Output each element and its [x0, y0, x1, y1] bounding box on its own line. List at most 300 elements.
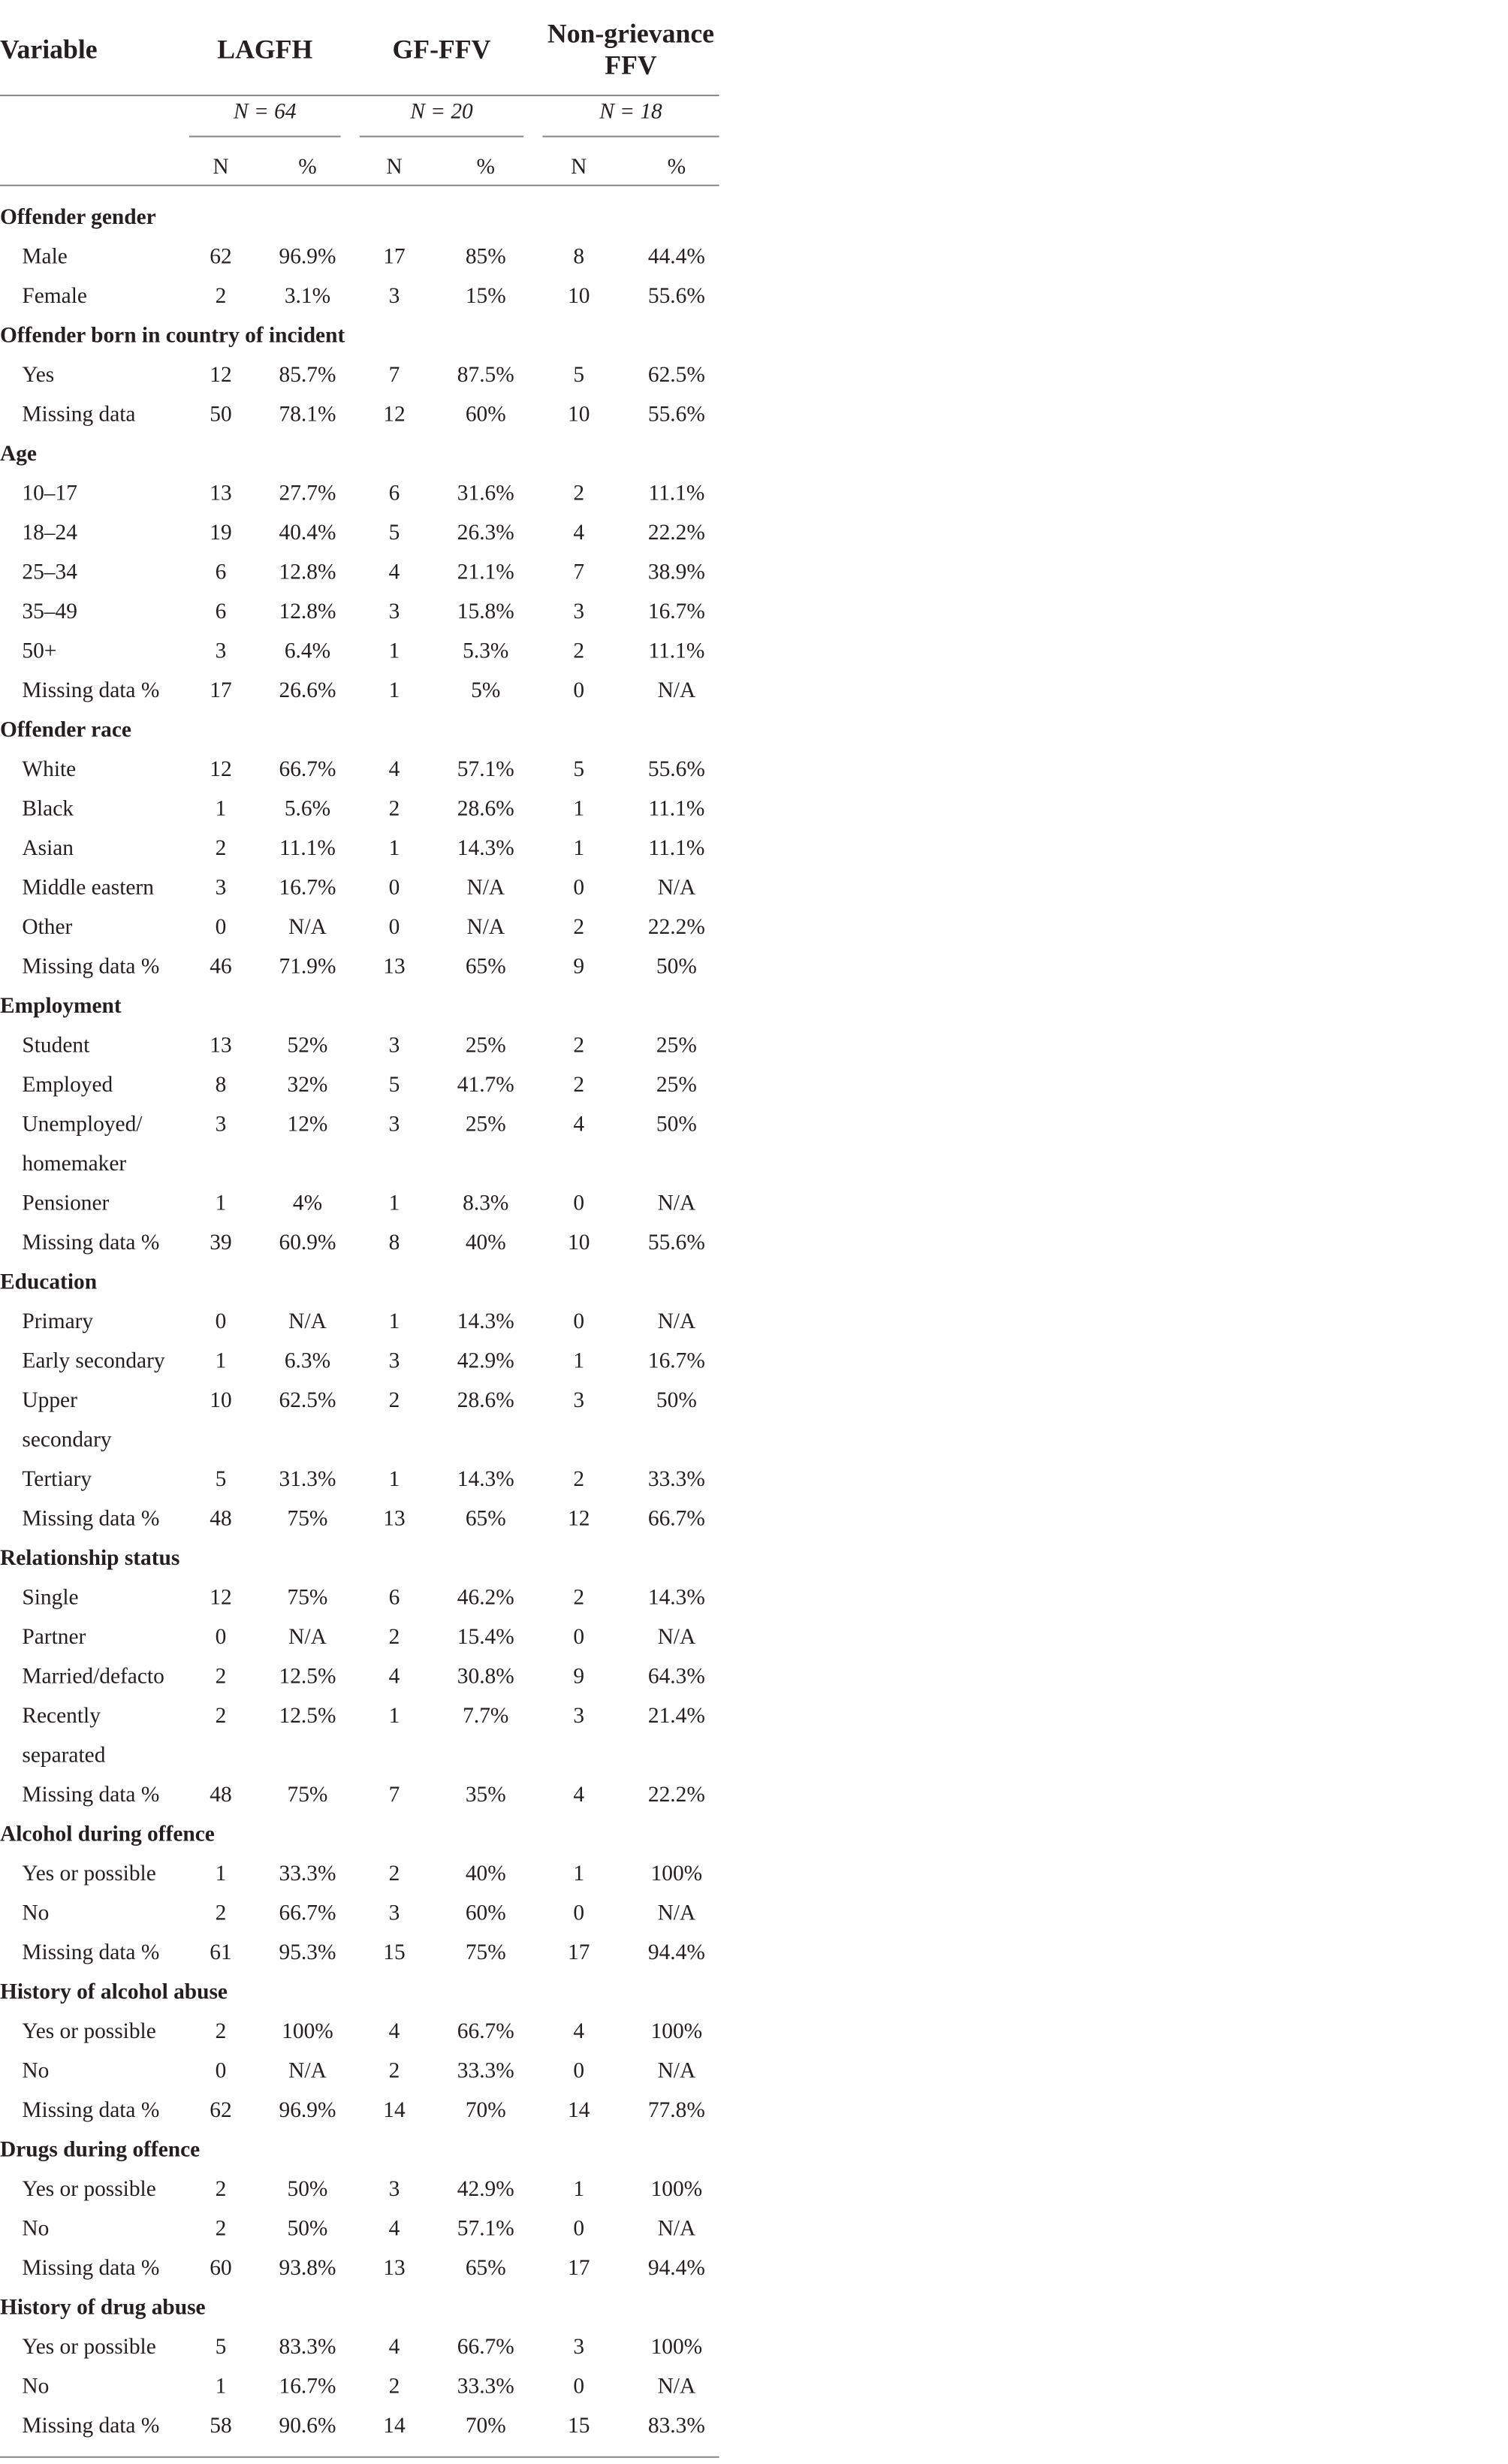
table-row	[0, 1777, 1508, 1816]
count-cell: 60	[210, 2257, 232, 2281]
percent-cell: 14.3%	[457, 838, 514, 862]
count-cell: 8	[573, 246, 585, 270]
percent-cell: 16.7%	[647, 601, 705, 625]
n-lagfh: N = 64	[233, 101, 297, 125]
percent-cell: 96.9%	[279, 246, 336, 270]
section-heading	[0, 199, 1508, 239]
count-cell: 2	[388, 1863, 400, 1887]
row-label: Yes or possible	[22, 1863, 156, 1887]
percent-cell: 96.9%	[279, 2100, 336, 2124]
percent-cell: 70%	[465, 2100, 506, 2124]
count-cell: 3	[388, 1113, 400, 1138]
count-cell: 4	[388, 759, 400, 783]
count-cell: 1	[215, 1192, 227, 1217]
table-row	[0, 1303, 1508, 1343]
table-row	[0, 2210, 1508, 2250]
percent-cell: 70%	[465, 2415, 506, 2439]
count-cell: 0	[573, 1902, 585, 1927]
percent-cell: 11.1%	[648, 482, 705, 507]
count-cell: 5	[573, 364, 585, 388]
percent-cell: 38.9%	[647, 561, 705, 586]
percent-cell: 12.5%	[279, 1665, 336, 1690]
count-cell: 2	[388, 1390, 400, 1414]
percent-cell: 100%	[282, 2021, 333, 2045]
count-cell: 3	[388, 1034, 400, 1059]
percent-cell: 55.6%	[647, 285, 705, 310]
percent-cell: 65%	[465, 2257, 506, 2281]
count-cell: 3	[388, 1350, 400, 1375]
count-cell: 15	[567, 2415, 590, 2439]
table-row	[0, 238, 1508, 278]
count-cell: 1	[388, 1705, 400, 1729]
percent-cell: 66.7%	[279, 1902, 336, 1927]
percent-cell: 16.7%	[279, 2375, 336, 2400]
percent-cell: 28.6%	[457, 798, 514, 823]
count-cell: 13	[210, 482, 232, 507]
percent-cell: N/A	[657, 1311, 696, 1335]
percent-cell: 15.8%	[457, 601, 514, 625]
percent-cell: 14.3%	[457, 1469, 514, 1493]
row-label: Missing data %	[22, 680, 160, 704]
percent-cell: 95.3%	[279, 1942, 336, 1966]
sub-n-gf-ffv: N	[386, 156, 403, 180]
count-cell: 2	[573, 1074, 585, 1098]
percent-cell: 46.2%	[457, 1587, 514, 1611]
percent-cell: 25%	[656, 1074, 697, 1098]
percent-cell: 42.9%	[457, 1350, 514, 1375]
percent-cell: 14.3%	[457, 1311, 514, 1335]
header-non-grievance-ffv: Non-grievance FFV	[547, 19, 715, 81]
count-cell: 6	[388, 482, 400, 507]
table-row	[0, 1185, 1508, 1224]
percent-cell: 64.3%	[647, 1665, 705, 1690]
percent-cell: 33.3%	[647, 1469, 705, 1493]
percent-cell: 55.6%	[647, 403, 705, 428]
count-cell: 12	[210, 1587, 232, 1611]
percent-cell: 60%	[465, 1902, 506, 1927]
count-cell: 5	[215, 2336, 227, 2360]
row-label: Missing data %	[22, 1942, 160, 1966]
count-cell: 9	[573, 956, 585, 980]
row-label: Upper	[22, 1390, 77, 1414]
count-cell: 10	[567, 403, 590, 428]
count-cell: 12	[210, 759, 232, 783]
count-cell: 3	[215, 877, 227, 901]
percent-cell: 40%	[465, 1232, 506, 1256]
sub-n-non-grievance: N	[571, 156, 587, 180]
count-cell: 17	[567, 2257, 590, 2281]
percent-cell: N/A	[657, 1192, 696, 1217]
count-cell: 0	[215, 1311, 227, 1335]
row-label: Student	[22, 1034, 90, 1059]
percent-cell: 22.2%	[647, 916, 705, 941]
row-label: Yes or possible	[22, 2021, 156, 2045]
percent-cell: 90.6%	[279, 2415, 336, 2439]
percent-cell: 12.8%	[279, 561, 336, 586]
percent-cell: 35%	[465, 1784, 506, 1808]
row-label: Missing data %	[22, 2257, 160, 2281]
count-cell: 4	[573, 1784, 585, 1808]
percent-cell: 66.7%	[647, 1508, 705, 1532]
count-cell: 13	[383, 1508, 406, 1532]
row-label: Yes	[22, 364, 55, 388]
percent-cell: 5%	[471, 680, 501, 704]
row-label: Single	[22, 1587, 79, 1611]
row-label: No	[22, 2375, 50, 2400]
table-row	[0, 1146, 1508, 1185]
percent-cell: 25%	[656, 1034, 697, 1059]
table-row	[0, 357, 1508, 397]
row-label: Female	[22, 285, 87, 310]
percent-cell: 21.4%	[647, 1705, 705, 1729]
section-title: Age	[0, 443, 37, 467]
count-cell: 1	[573, 798, 585, 823]
count-cell: 48	[210, 1508, 232, 1532]
count-cell: 4	[388, 2218, 400, 2242]
percent-cell: 5.6%	[284, 798, 331, 823]
table-row	[0, 593, 1508, 633]
table-body	[0, 186, 1508, 2447]
row-label: Missing data %	[22, 2100, 160, 2124]
percent-cell: 52%	[287, 1034, 328, 1059]
table-row	[0, 909, 1508, 949]
percent-cell: 15.4%	[457, 1626, 514, 1650]
row-label: Male	[22, 246, 68, 270]
percent-cell: 30.8%	[457, 1665, 514, 1690]
count-cell: 17	[567, 1942, 590, 1966]
count-cell: 0	[573, 1192, 585, 1217]
table-row	[0, 2250, 1508, 2290]
count-cell: 3	[215, 640, 227, 665]
count-cell: 0	[573, 877, 585, 901]
table-row	[0, 1737, 1508, 1777]
count-cell: 2	[215, 1705, 227, 1729]
percent-cell: 14.3%	[647, 1587, 705, 1611]
percent-cell: 66.7%	[457, 2021, 514, 2045]
row-label: Partner	[22, 1626, 86, 1650]
group-rule-gf-ffv	[360, 136, 523, 137]
header-lagfh: LAGFH	[217, 35, 313, 65]
count-cell: 2	[215, 1665, 227, 1690]
percent-cell: N/A	[288, 1311, 327, 1335]
percent-cell: 12%	[287, 1113, 328, 1138]
count-cell: 6	[215, 561, 227, 586]
row-label: 25–34	[22, 561, 77, 586]
percent-cell: N/A	[657, 1902, 696, 1927]
count-cell: 0	[215, 2060, 227, 2085]
row-label: Missing data %	[22, 1232, 160, 1256]
count-cell: 2	[388, 2060, 400, 2085]
percent-cell: 42.9%	[457, 2179, 514, 2203]
percent-cell: N/A	[657, 1626, 696, 1650]
table-row	[0, 1421, 1508, 1461]
table-row	[0, 396, 1508, 436]
count-cell: 4	[388, 561, 400, 586]
percent-cell: 5.3%	[463, 640, 509, 665]
table-row	[0, 1856, 1508, 1895]
count-cell: 4	[573, 1113, 585, 1138]
count-cell: 0	[573, 1311, 585, 1335]
percent-cell: 50%	[287, 2179, 328, 2203]
table-row	[0, 1619, 1508, 1659]
count-cell: 1	[388, 838, 400, 862]
section-title: History of alcohol abuse	[0, 1981, 228, 2006]
percent-cell: 15%	[465, 285, 506, 310]
section-title: Offender gender	[0, 207, 156, 231]
row-label: Tertiary	[22, 1469, 92, 1493]
percent-cell: 6.4%	[284, 640, 331, 665]
table-row	[0, 278, 1508, 318]
row-label: Recently	[22, 1705, 101, 1729]
percent-cell: N/A	[288, 916, 327, 941]
row-label: White	[22, 759, 77, 783]
percent-cell: 11.1%	[648, 798, 705, 823]
table-row	[0, 1579, 1508, 1619]
percent-cell: 7.7%	[463, 1705, 509, 1729]
count-cell: 2	[215, 285, 227, 310]
row-label: 18–24	[22, 522, 77, 546]
percent-cell: 66.7%	[457, 2336, 514, 2360]
row-label: homemaker	[22, 1153, 127, 1177]
n-non-grievance-ffv: N = 18	[599, 101, 662, 125]
percent-cell: 26.3%	[457, 522, 514, 546]
row-label: Employed	[22, 1074, 113, 1098]
percent-cell: N/A	[657, 2375, 696, 2400]
percent-cell: 25%	[465, 1113, 506, 1138]
count-cell: 4	[573, 2021, 585, 2045]
sub-n-lagfh: N	[213, 156, 229, 180]
percent-cell: 26.6%	[279, 680, 336, 704]
count-cell: 0	[573, 680, 585, 704]
table-row	[0, 1461, 1508, 1501]
count-cell: 5	[573, 759, 585, 783]
percent-cell: 75%	[287, 1784, 328, 1808]
count-cell: 14	[383, 2415, 406, 2439]
n-gf-ffv: N = 20	[410, 101, 473, 125]
table-row	[0, 633, 1508, 672]
count-cell: 8	[388, 1232, 400, 1256]
count-cell: 3	[388, 285, 400, 310]
table-header	[0, 0, 1508, 186]
count-cell: 2	[215, 2218, 227, 2242]
table-row	[0, 2092, 1508, 2132]
count-cell: 2	[388, 2375, 400, 2400]
percent-cell: 16.7%	[647, 1350, 705, 1375]
count-cell: 4	[388, 1665, 400, 1690]
row-label: Primary	[22, 1311, 94, 1335]
count-cell: 12	[210, 364, 232, 388]
percent-cell: 27.7%	[279, 482, 336, 507]
percent-cell: 87.5%	[457, 364, 514, 388]
header-variable: Variable	[0, 35, 98, 65]
percent-cell: 11.1%	[648, 640, 705, 665]
count-cell: 39	[210, 1232, 232, 1256]
row-label: Yes or possible	[22, 2179, 156, 2203]
percent-cell: 60.9%	[279, 1232, 336, 1256]
percent-cell: 57.1%	[457, 759, 514, 783]
section-title: Employment	[0, 995, 122, 1019]
section-heading	[0, 988, 1508, 1028]
count-cell: 2	[573, 916, 585, 941]
percent-cell: N/A	[466, 916, 505, 941]
percent-cell: 78.1%	[279, 403, 336, 428]
row-label: 10–17	[22, 482, 77, 507]
percent-cell: 66.7%	[279, 759, 336, 783]
table-row	[0, 790, 1508, 830]
percent-cell: 85%	[465, 246, 506, 270]
count-cell: 13	[210, 1034, 232, 1059]
percent-cell: N/A	[288, 1626, 327, 1650]
percent-cell: 31.3%	[279, 1469, 336, 1493]
count-cell: 0	[388, 877, 400, 901]
percent-cell: 33.3%	[457, 2375, 514, 2400]
percent-cell: 40%	[465, 1863, 506, 1887]
row-label: Pensioner	[22, 1192, 110, 1217]
percent-cell: 4%	[292, 1192, 323, 1217]
count-cell: 2	[573, 640, 585, 665]
count-cell: 1	[573, 838, 585, 862]
count-cell: 1	[573, 2179, 585, 2203]
table-row	[0, 1895, 1508, 1934]
row-label: Asian	[22, 838, 74, 862]
header-gf-ffv: GF-FFV	[392, 35, 491, 65]
count-cell: 48	[210, 1784, 232, 1808]
table-row	[0, 515, 1508, 554]
table-row	[0, 2052, 1508, 2092]
count-cell: 0	[573, 1626, 585, 1650]
count-cell: 1	[388, 1469, 400, 1493]
table-row	[0, 1067, 1508, 1107]
count-cell: 3	[573, 1705, 585, 1729]
percent-cell: 33.3%	[279, 1863, 336, 1887]
table-row	[0, 672, 1508, 712]
count-cell: 6	[215, 601, 227, 625]
sub-pct-lagfh: %	[298, 156, 317, 180]
count-cell: 1	[215, 798, 227, 823]
count-cell: 2	[388, 798, 400, 823]
count-cell: 2	[573, 1034, 585, 1059]
count-cell: 2	[573, 482, 585, 507]
table-row	[0, 2013, 1508, 2053]
count-cell: 5	[388, 1074, 400, 1098]
row-label: Other	[22, 916, 73, 941]
count-cell: 0	[388, 916, 400, 941]
count-cell: 10	[210, 1390, 232, 1414]
percent-cell: 50%	[656, 956, 697, 980]
percent-cell: 33.3%	[457, 2060, 514, 2085]
section-heading	[0, 2289, 1508, 2329]
table-bottom-rule	[0, 2456, 719, 2458]
percent-cell: 41.7%	[457, 1074, 514, 1098]
count-cell: 3	[388, 2179, 400, 2203]
table-row	[0, 869, 1508, 909]
row-label: Early secondary	[22, 1350, 165, 1375]
count-cell: 14	[383, 2100, 406, 2124]
percent-cell: 62.5%	[279, 1390, 336, 1414]
count-cell: 12	[567, 1508, 590, 1532]
percent-cell: 44.4%	[647, 246, 705, 270]
percent-cell: 100%	[650, 2021, 703, 2045]
percent-cell: 62.5%	[647, 364, 705, 388]
percent-cell: 22.2%	[647, 1784, 705, 1808]
count-cell: 15	[383, 1942, 406, 1966]
percent-cell: 83.3%	[279, 2336, 336, 2360]
count-cell: 2	[215, 2179, 227, 2203]
count-cell: 10	[567, 1232, 590, 1256]
count-cell: 3	[388, 601, 400, 625]
section-title: Education	[0, 1271, 98, 1296]
count-cell: 8	[215, 1074, 227, 1098]
percent-cell: N/A	[657, 2218, 696, 2242]
row-label: No	[22, 2060, 50, 2085]
count-cell: 1	[573, 1863, 585, 1887]
count-cell: 4	[388, 2336, 400, 2360]
percent-cell: 60%	[465, 403, 506, 428]
count-cell: 12	[383, 403, 406, 428]
percent-cell: 71.9%	[279, 956, 336, 980]
table-row	[0, 1342, 1508, 1382]
count-cell: 0	[573, 2218, 585, 2242]
count-cell: 5	[388, 522, 400, 546]
percent-cell: 21.1%	[457, 561, 514, 586]
section-heading	[0, 711, 1508, 751]
row-label: Missing data	[22, 403, 136, 428]
percent-cell: 85.7%	[279, 364, 336, 388]
count-cell: 3	[573, 1390, 585, 1414]
percent-cell: 11.1%	[648, 838, 705, 862]
row-label: Missing data %	[22, 956, 160, 980]
percent-cell: 100%	[650, 1863, 703, 1887]
count-cell: 0	[215, 916, 227, 941]
section-title: Offender race	[0, 719, 131, 744]
percent-cell: 12.5%	[279, 1705, 336, 1729]
percent-cell: 93.8%	[279, 2257, 336, 2281]
count-cell: 4	[573, 522, 585, 546]
percent-cell: 77.8%	[647, 2100, 705, 2124]
count-cell: 62	[210, 2100, 232, 2124]
count-cell: 6	[388, 1587, 400, 1611]
section-heading	[0, 317, 1508, 357]
count-cell: 3	[388, 1902, 400, 1927]
count-cell: 2	[215, 838, 227, 862]
percent-cell: 32%	[287, 1074, 328, 1098]
row-label: Missing data %	[22, 1508, 160, 1532]
count-cell: 13	[383, 2257, 406, 2281]
count-cell: 14	[567, 2100, 590, 2124]
percent-cell: 57.1%	[457, 2218, 514, 2242]
percent-cell: 65%	[465, 956, 506, 980]
percent-cell: N/A	[466, 877, 505, 901]
count-cell: 9	[573, 1665, 585, 1690]
table-row	[0, 1224, 1508, 1264]
percent-cell: 31.6%	[457, 482, 514, 507]
count-cell: 2	[573, 1469, 585, 1493]
count-cell: 4	[388, 2021, 400, 2045]
percent-cell: 94.4%	[647, 1942, 705, 1966]
count-cell: 2	[215, 1902, 227, 1927]
percent-cell: N/A	[657, 2060, 696, 2085]
count-cell: 3	[573, 601, 585, 625]
group-rule-lagfh	[189, 136, 341, 137]
table-row	[0, 1500, 1508, 1540]
percent-cell: N/A	[288, 2060, 327, 2085]
table-row	[0, 2408, 1508, 2447]
percent-cell: 75%	[287, 1587, 328, 1611]
sub-pct-gf-ffv: %	[476, 156, 496, 180]
percent-cell: 94.4%	[647, 2257, 705, 2281]
count-cell: 19	[210, 522, 232, 546]
count-cell: 1	[388, 1311, 400, 1335]
